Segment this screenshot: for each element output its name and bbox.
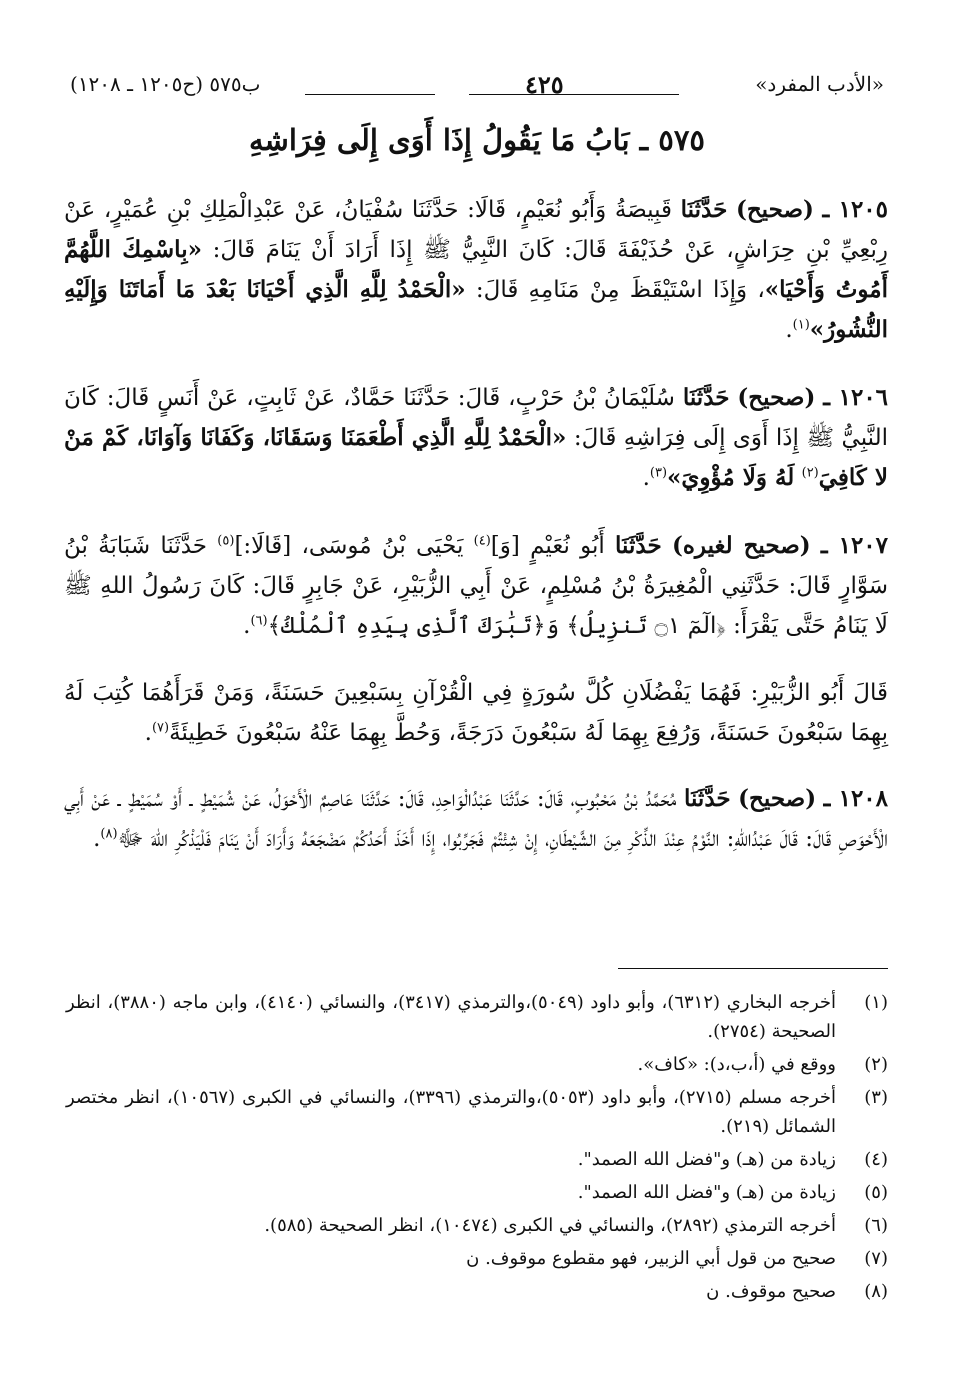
footnote-text: صحيح موقوف. ن: [706, 1281, 836, 1302]
narrator-comment: [64, 673, 888, 753]
footnote-ref[interactable]: (٨): [100, 826, 118, 842]
narration-verb: حَدَّثَنَا: [682, 384, 730, 411]
footnote-text: ووقع في (أ،ب،د): «كاف».: [637, 1054, 836, 1075]
comment-text: قَالَ أَبُو الزُّبَيْرِ: فَهُمَا يَفْضُلَانِ كُلَّ سُورَةٍ فِي الْقُرْآنِ بِسَبْعِينَ حَسَنَةً، وَمَنْ قَرَأَهُمَا كُتِبَ لَهُ بِهِمَا سَبْعُونَ حَسَنَةً، وَرُفِعَ بِهِمَا لَهُ سَبْعُونَ دَرَجَةً، وَحُطَّ بِهِمَا عَنْهُ سَبْعُونَ خَطِيئَةً: [64, 680, 888, 746]
isnad-text: قَبِيصَةُ وَأَبُو نُعَيْمٍ، قَالَا: حَدَّثَنَا سُفْيَانُ، عَنْ عَبْدِالْمَلِكِ بْنِ عُمَيْرٍ، عَنْ رِبْعِيِّ بْنِ حِرَاشٍ، عَنْ حُذَيْفَةَ قَالَ: كَانَ النَّبِيُّ ﷺ إِذَا أَرَادَ أَنْ يَنَامَ قَالَ:: [64, 197, 889, 263]
page-number: ٤٢٥: [525, 70, 564, 99]
hadith-end: .: [243, 613, 251, 639]
hadith-text: حَدَّثَنَا شَبَابَةُ بْنُ سَوَّارٍ قَالَ: حَدَّثَنِي الْمُغِيرَةُ بْنُ مُسْلِمٍ، عَنْ أَبِي الزُّبَيْرِ، عَنْ جَابِرٍ قَالَ: كَانَ رَسُولُ اللهِ ﷺ لَا يَنَامُ حَتَّى يَقْرَأَ: ﴿الٓمٓ ۝١ تَنزِيلُ﴾ وَ﴿تَبَٰرَكَ ٱلَّذِى بِيَدِهِ ٱلْمُلْكُ﴾: [64, 533, 888, 639]
hadith-end: .: [785, 317, 793, 343]
footnote: [66, 1083, 888, 1141]
footnote-text: أخرجه مسلم (٢٧١٥)، وأبو داود (٥٠٥٣)،والترمذي (٣٣٩٦)، والنسائي في الكبرى (١٠٥٦٧)، انظر مختصر الشمائل (٢١٩).: [66, 1087, 837, 1137]
hadith-number: ١٢٠٦ ـ: [823, 384, 889, 411]
chapter-range: ب٥٧٥ (ح١٢٠٥ ـ ١٢٠٨): [70, 72, 261, 96]
footnote-text: زيادة من (هـ) و"فضل الله الصمد".: [577, 1149, 836, 1170]
header-rule-right: [469, 94, 679, 95]
footnote-mark: (٥): [864, 1182, 888, 1203]
hadith-grade: (صحيح لغيره): [671, 532, 811, 559]
footnote: [66, 1277, 888, 1306]
footnote-ref[interactable]: (٢): [801, 465, 819, 481]
footnote: [66, 988, 888, 1046]
footnote-mark: (٨): [864, 1281, 888, 1302]
isnad-text: سُلَيْمَانُ بْنُ حَرْبٍ، قَالَ: حَدَّثَنَا حَمَّادٌ، عَنْ ثَابِتٍ، عَنْ أَنَسٍ قَالَ: كَانَ النَّبِيُّ ﷺ إِذَا أَوَى إِلَى فِرَاشِهِ قَالَ:: [64, 385, 889, 451]
footnote-ref[interactable]: (٤): [473, 533, 491, 549]
hadith-1206: [64, 378, 888, 498]
footnote-ref[interactable]: (٧): [151, 720, 170, 736]
header-rule-left: [305, 94, 435, 95]
footnote-mark: (٢): [864, 1054, 888, 1075]
footnote-text: أخرجه البخاري (٦٣١٢)، وأبو داود (٥٠٤٩)،والترمذي (٣٤١٧)، والنسائي (٤١٤٠)، وابن ماجه (٣٨٨٠)، انظر الصحيحة (٢٧٥٤).: [66, 992, 837, 1042]
book-title: «الأدب المفرد»: [755, 72, 884, 96]
supplication-text: «الْحَمْدُ لِلَّهِ الَّذِي أَحْيَانَا بَعْدَ مَا أَمَاتَنَا وَإِلَيْهِ النُّشُورُ»: [64, 276, 888, 343]
footnote-ref[interactable]: (٥): [217, 533, 235, 549]
hadith-1205: [64, 190, 888, 350]
isnad-text: يَحْيَى بْنُ مُوسَى، [قَالَا:]: [234, 533, 464, 559]
hadith-number: ١٢٠٧ ـ: [820, 532, 889, 559]
footnote-ref[interactable]: (٣): [649, 465, 668, 481]
hadith-number: ١٢٠٨ ـ: [823, 785, 889, 812]
footnote-text: صحيح من قول أبي الزبير، فهو مقطوع موقوف. ن: [466, 1248, 836, 1269]
hadith-grade: (صحيح): [735, 196, 814, 223]
chapter-title: ٥٧٥ ـ بَابُ مَا يَقُولُ إِذَا أَوَى إِلَى فِرَاشِهِ: [249, 123, 705, 157]
footnote-mark: (٤): [864, 1149, 888, 1170]
footnote-mark: (٧): [864, 1248, 888, 1269]
footnote: [66, 1050, 888, 1079]
running-header: [70, 72, 884, 102]
hadith-end: .: [93, 826, 101, 852]
hadith-grade: (صحيح): [738, 785, 817, 812]
hadith-text: ، وَإِذَا اسْتَيْقَظَ مِنْ مَنَامِهِ قَالَ:: [475, 277, 765, 303]
footnote-mark: (٦): [864, 1215, 888, 1236]
hadith-1208: [64, 779, 888, 859]
comment-end: .: [144, 720, 152, 746]
hadith-1207: [64, 526, 888, 646]
footnote-ref[interactable]: (٦): [250, 613, 268, 629]
footnote-mark: (١): [864, 992, 888, 1013]
footnote: [66, 1211, 888, 1240]
footnote-mark: (٣): [864, 1087, 888, 1108]
footnote-separator: [618, 968, 888, 969]
narration-verb: حَدَّثَنَا: [615, 532, 662, 559]
hadith-end: .: [642, 465, 650, 491]
supplication-text: لَهُ وَلَا مُؤْوِيَ»: [667, 464, 795, 491]
footnotes-list: [66, 988, 888, 1310]
narration-verb: حَدَّثَنَا: [683, 785, 731, 812]
isnad-text: أَبُو نُعَيْمٍ [وَ]: [490, 533, 605, 559]
hadith-number: ١٢٠٥ ـ: [822, 196, 889, 223]
footnote: [66, 1178, 888, 1207]
hadith-text: مُحَمَّدُ بْنُ مَحْبُوبٍ، قَالَ: حَدَّثَنَا عَبْدُالْوَاحِدِ، قَالَ: حَدَّثَنَا عَاصِمٌ الْأَحْوَلُ، عَنْ شُمَيْطٍ ـ أَوْ سُمَيْطٍ ـ عَنْ أَبِي الْأَحْوَصِ قَالَ: قَالَ عَبْدُاللهِ: النَّوْمُ عِنْدَ الذِّكْرِ مِنَ الشَّيْطَانِ، إِنْ شِئْتُمْ فَجَرِّبُوا، إِذَا أَخَذَ أَحَدُكُمْ مَضْجَعَهُ وَأَرَادَ أَنْ يَنَامَ فَلْيَذْكُرِ اللهَ ﷻ: [64, 786, 888, 852]
footnote: [66, 1145, 888, 1174]
supplication-text: «الْحَمْدُ لِلَّهِ الَّذِي أَطْعَمَنَا وَسَقَانَا، وَكَفَانَا وَآوَانَا، كَمْ مَنْ لا كَافِيَ: [64, 424, 888, 491]
supplication-text: «بِاسْمِكَ اللَّهُمَّ أَمُوتُ وَأَحْيَا»: [64, 236, 889, 303]
footnote-ref[interactable]: (١): [792, 317, 810, 333]
narration-verb: حَدَّثَنَا: [680, 196, 728, 223]
footnote-text: زيادة من (هـ) و"فضل الله الصمد".: [577, 1182, 836, 1203]
hadith-grade: (صحيح): [737, 384, 816, 411]
footnote-text: أخرجه الترمذي (٢٨٩٢)، والنسائي في الكبرى (١٠٤٧٤)، انظر الصحيحة (٥٨٥).: [264, 1215, 836, 1236]
footnote: [66, 1244, 888, 1273]
